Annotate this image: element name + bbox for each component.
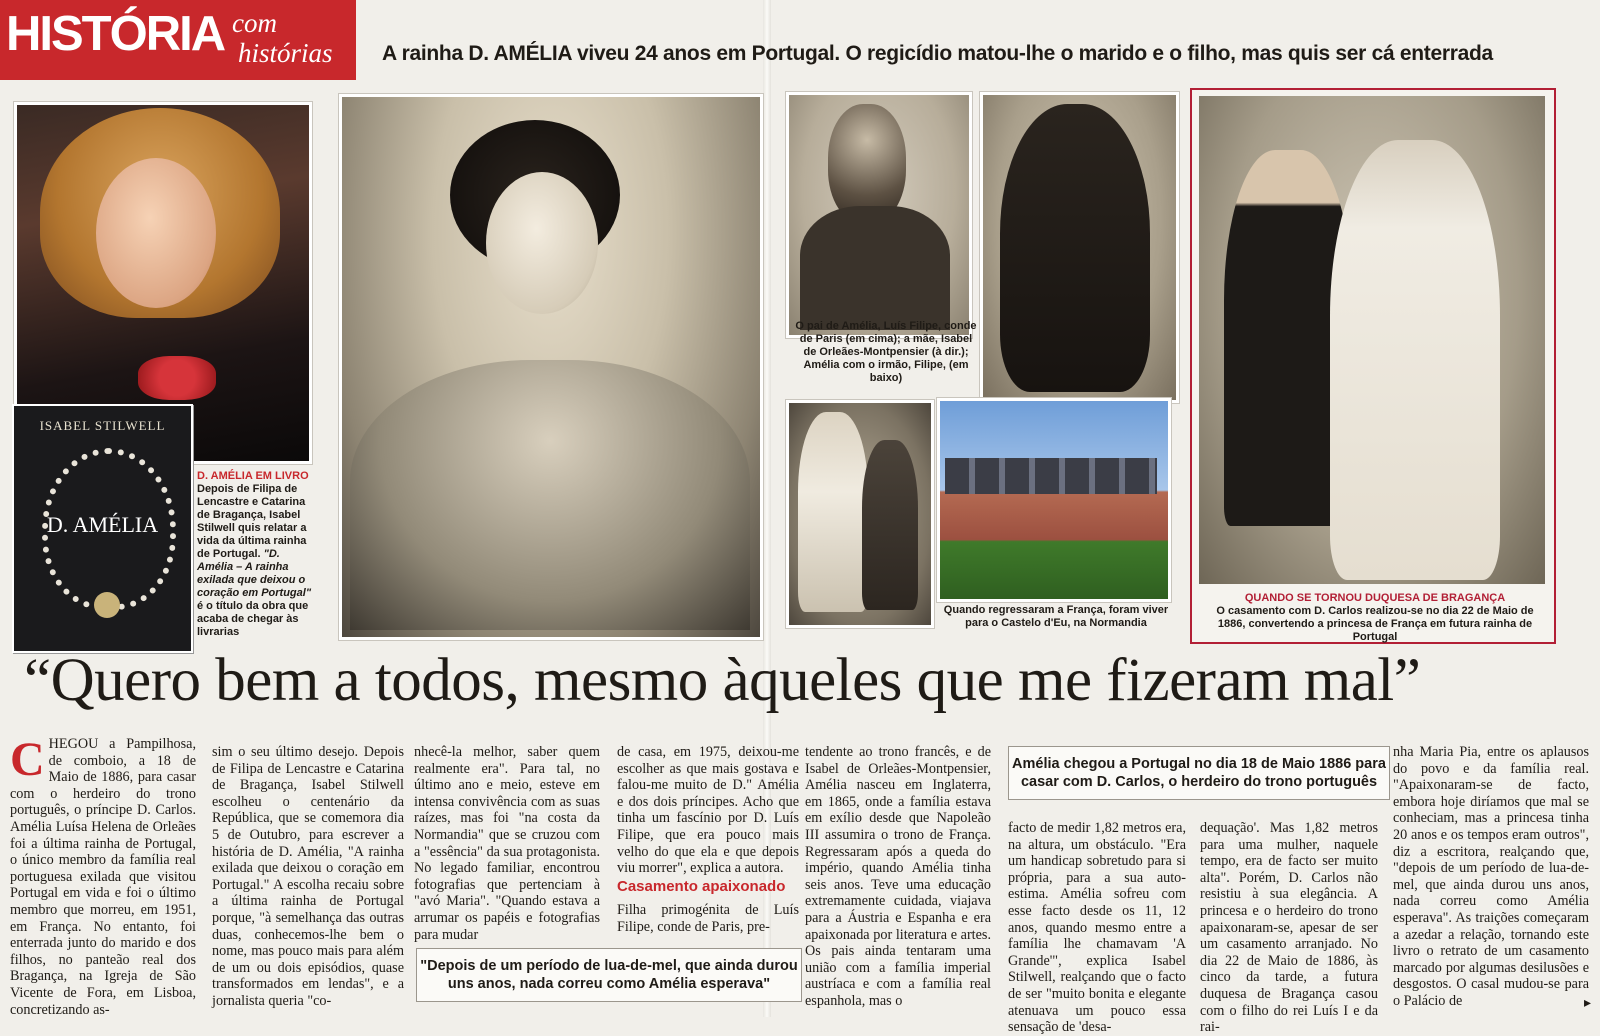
author-bracelet	[138, 356, 216, 400]
main-quote: “Quero bem a todos, mesmo àqueles que me fizeram mal”	[24, 647, 1421, 714]
sibling-girl	[798, 412, 868, 612]
drop-cap: C	[10, 733, 45, 786]
mother-figure	[1000, 104, 1150, 392]
book-title: D. AMÉLIA	[46, 512, 159, 537]
article-column-7: dequação'. Mas 1,82 metros para uma mulher, naquele tempo, era de facto ser muito alta". Porém, D. Carlos não resistiu à sua elegância. A princesa e o herdeiro do trono apaixonaram-se, apesar de ser um casamento arranjado. No dia 22 de Maio de 1886, às cinco da tarde, a futura duquesa de Bragança casou com o filho do rei Luís I e da rai-	[1200, 820, 1378, 1036]
castle-roofs	[945, 458, 1157, 494]
amelia-face	[486, 172, 598, 314]
pendant-graphic	[94, 592, 120, 618]
book-caption-text: Depois de Filipa de Lencastre e Catarina de Bragança, Isabel Stilwell quis relatar a vida da última rainha de Portugal.	[197, 483, 307, 560]
book-cover	[12, 404, 193, 653]
amelia-dress	[350, 360, 750, 630]
article-column-1	[10, 733, 196, 1018]
bride-figure	[1330, 140, 1500, 580]
subheading: Casamento apaixonado	[617, 878, 786, 895]
article-column-6: facto de medir 1,82 metros era, na altura, um obstáculo. "Era um handicap sobretudo para si própria, para a sua auto-estima. Amélia sofreu com esse facto desde os 11, 12 anos, quando mesmo entre a família lhe chamavam 'A Grande'", explica Isabel Stilwell, realçando que o facto de ser "muito bonita e elegante atenuava um pouco essa sensação de 'desa-	[1008, 820, 1186, 1036]
pull-quote-chegada: Amélia chegou a Portugal no dia 18 de Maio 1886 para casar com D. Carlos, o herdeiro do trono português	[1008, 746, 1390, 800]
book-caption-label: D. AMÉLIA EM LIVRO	[197, 470, 309, 482]
castle-caption: Quando regressaram a França, foram viver para o Castelo d'Eu, na Normandia	[943, 604, 1169, 629]
page-headline: A rainha D. AMÉLIA viveu 24 anos em Portugal. O regicídio matou-lhe o marido e o filho, mas quis ser cá enterrada	[382, 42, 1493, 65]
wedding-caption-text: O casamento com D. Carlos realizou-se no dia 22 de Maio de 1886, convertendo a princesa de França em futura rainha de Portugal	[1216, 605, 1534, 643]
article-column-3: nhecê-la melhor, saber quem realmente era". Para tal, no último ano e meio, esteve em intensa convivência com as suas raízes, mas foi "na costa da Normandia" que se cruzou com a "essência" da sua protagonista. No legado familiar, encontrou fotografias que pertenciam à "avó Maria". "Quando estava a arrumar os papéis e fotografias para mudar	[414, 744, 600, 943]
continue-arrow-icon: ▸	[1584, 994, 1592, 1010]
family-caption: O pai de Amélia, Luís Filipe, conde de Paris (em cima); a mãe, Isabel de Orleães-Montpensier (à dir.); Amélia com o irmão, Filipe, (em baixo)	[795, 320, 977, 384]
pull-quote-lua-de-mel: "Depois de um período de lua-de-mel, que ainda durou uns anos, nada correu como Amélia esperava"	[416, 948, 802, 1002]
book-author: ISABEL STILWELL	[39, 418, 166, 433]
article-text-1: HEGOU a Pampilhosa, de comboio, a 18 de Maio de 1886, para casar com o herdeiro do trono português, o príncipe D. Carlos. Amélia Luísa Helena de Orleães foi a última rainha de Portugal, o único membro da família real portuguesa exilada que visitou Portugal em vida e foi o último membro que morreu, em 1951, em França. No entanto, foi enterrada junto do marido e dos filhos, no panteão real dos Bragança, na Igreja de São Vicente de Fora, em Lisboa, concretizando as-	[10, 736, 196, 1018]
article-column-2: sim o seu último desejo. Depois de Filipa de Lencastre e Catarina de Bragança, Isabel Stilwell escolheu o centenário da República, que se comemora dia 5 de Outubro, para escrever a história de D. Amélia, "A rainha exilada que deixou o coração em Portugal." A escolha recaiu sobre a última rainha de Portugal porque, "à semelhança das outras duas, conhecemos-lhe bem o nome, mas pouco mais para além de um ou dois episódios, quase transformados em lendas", e a jornalista queria "co-	[212, 744, 404, 1009]
article-column-4: de casa, em 1975, deixou-me escolher as que mais gostava e falou-me muito de D." Amélia e dos dois príncipes. Acho que tinha um fascínio por D. Luís Filipe, que era pouco mais velho do que ela e que depois viu morrer", explica a autora.	[617, 744, 799, 877]
article-column-4b: Filha primogénita de Luís Filipe, conde de Paris, pre-	[617, 902, 799, 935]
castle-photo	[937, 398, 1171, 602]
brand-historia: HISTÓRIA	[6, 7, 225, 61]
brand-historias: histórias	[238, 38, 333, 68]
author-face	[96, 158, 216, 308]
sibling-boy	[862, 440, 918, 610]
brand-com: com	[232, 8, 277, 38]
book-caption	[197, 470, 315, 639]
father-body	[800, 206, 950, 330]
wedding-caption	[1205, 592, 1545, 644]
wedding-caption-label: QUANDO SE TORNOU DUQUESA DE BRAGANÇA	[1244, 592, 1506, 604]
section-logo	[0, 0, 356, 80]
book-caption-end: é o título da obra que acaba de chegar às livrarias	[197, 600, 309, 638]
article-column-5: tendente ao trono francês, e de Isabel de Orleães-Montpensier, Amélia nasceu em Inglaterra, em 1865, onde a família estava em exílio desde que Napoleão III assumira o trono de França. Regressaram após a queda do império, quando Amélia tinha seis anos. Teve uma educação extremamente cuidada, viajava para a Áustria e Espanha e era apaixonada por literatura e artes. Os pais ainda tentaram uma união com a família imperial austríaca e com a família real espanhola, mas o	[805, 744, 991, 1009]
book-caption-title: "D. Amélia – A rainha exilada que deixou o coração em Portugal"	[197, 548, 312, 599]
article-column-8: nha Maria Pia, entre os aplausos do povo e da família real. "Apaixonaram-se de facto, embora hoje diríamos que mal se conheciam, mas a princesa tinha 20 anos e os tempos eram outros", diz a escritora, realçando que, "depois de um período de lua-de-mel, que ainda durou uns anos, nada correu como Amélia esperava". As traições começaram a azedar a relação, tornando este livro o retrato de um casamento marcado por algumas desilusões e desgostos. O casal mudou-se para o Palácio de	[1393, 744, 1589, 1009]
